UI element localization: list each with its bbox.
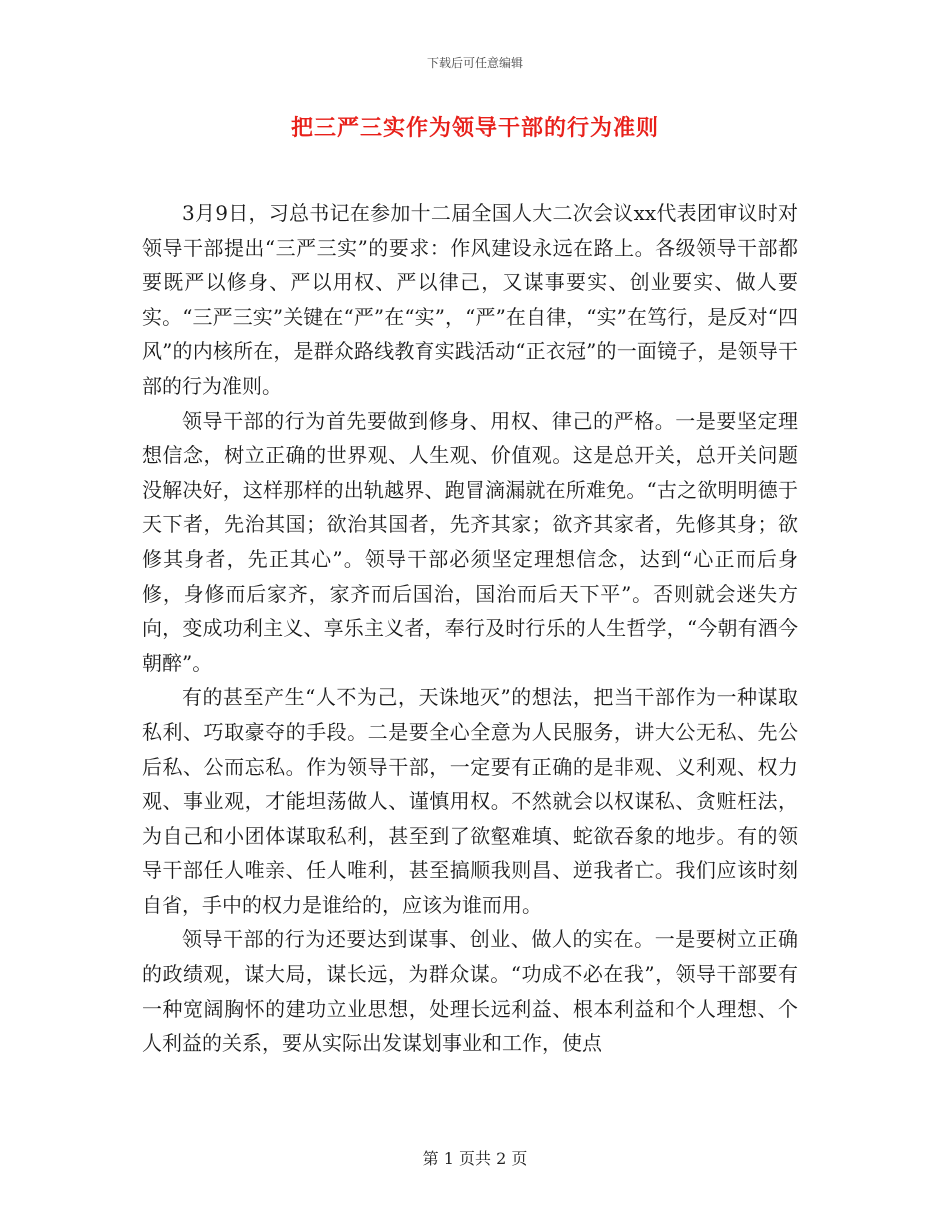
header-note: 下载后可任意编辑 (426, 56, 523, 70)
paragraph-4: 领导干部的行为还要达到谋事、创业、做人的实在。一是要树立正确的政绩观，谋大局，谋长远，为群众谋。“功成不必在我”，领导干部要有一种宽阔胸怀的建功立业思想，处理长远利益、根本利益和个人理想、个人利益的关系，要从实际出发谋划事业和工作，使点 (142, 927, 798, 1056)
paragraph-1: 3月9日，习总书记在参加十二届全国人大二次会议xx代表团审议时对领导干部提出“三严三实”的要求：作风建设永远在路上。各级领导干部都要既严以修身、严以用权、严以律己，又谋事要实、创业要实、做人要实。“三严三实”关键在“严”在“实”，“严”在自律，“实”在笃行，是反对“四风”的内核所在，是群众路线教育实践活动“正衣冠”的一面镜子，是领导干部的行为准则。 (142, 201, 798, 398)
document-title: 把三严三实作为领导干部的行为准则 (290, 115, 659, 141)
paragraph-3: 有的甚至产生“人不为己，天诛地灭”的想法，把当干部作为一种谋取私利、巧取豪夺的手段。二是要全心全意为人民服务，讲大公无私、先公后私、公而忘私。作为领导干部，一定要有正确的是非观、义利观、权力观、事业观，才能坦荡做人、谨慎用权。不然就会以权谋私、贪赃枉法，为自己和小团体谋取私利，甚至到了欲壑难填、蛇欲吞象的地步。有的领导干部任人唯亲、任人唯利，甚至搞顺我则昌、逆我者亡。我们应该时刻自省，手中的权力是谁给的，应该为谁而用。 (142, 685, 798, 917)
paragraph-2: 领导干部的行为首先要做到修身、用权、律己的严格。一是要坚定理想信念，树立正确的世界观、人生观、价值观。这是总开关，总开关问题没解决好，这样那样的出轨越界、跑冒滴漏就在所难免。“古之欲明明德于天下者，先治其国；欲治其国者，先齐其家；欲齐其家者，先修其身；欲修其身者，先正其心”。领导干部必须坚定理想信念，达到“心正而后身修，身修而后家齐，家齐而后国治，国治而后天下平”。否则就会迷失方向，变成功利主义、享乐主义者，奉行及时行乐的人生哲学，“今朝有酒今朝醉”。 (142, 408, 798, 675)
document-body (142, 196, 798, 1061)
page-number: 第 1 页共 2 页 (422, 1149, 528, 1168)
